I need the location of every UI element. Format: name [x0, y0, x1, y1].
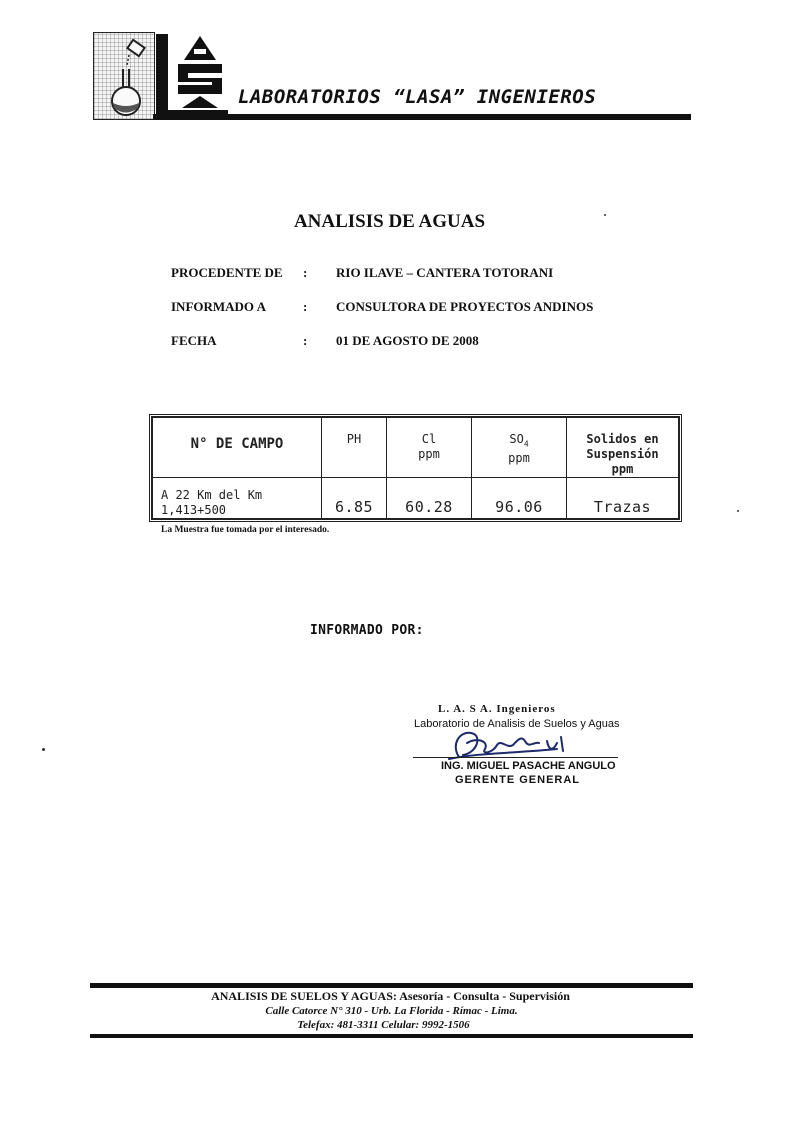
scan-speck	[604, 214, 606, 216]
footer-phones: Telefax: 481-3311 Celular: 9992-1506	[297, 1019, 470, 1031]
header-cl-name: Cl	[421, 432, 437, 446]
info-colon: :	[303, 265, 308, 280]
footer-address: Calle Catorce N° 310 - Urb. La Florida - Rímac - Lima.	[265, 1005, 518, 1017]
cell-ph: 6.85	[322, 478, 387, 519]
reported-by-label: INFORMADO POR:	[310, 623, 424, 638]
footer-rule-bottom	[90, 1034, 693, 1038]
cell-so4: 96.06	[472, 478, 567, 519]
info-label-informado: INFORMADO A	[171, 299, 266, 314]
scan-speck	[42, 748, 45, 751]
signatory-role: GERENTE GENERAL	[455, 774, 581, 786]
header-campo: N° DE CAMPO	[153, 418, 322, 478]
footer-services: ANALISIS DE SUELOS Y AGUAS: Asesoría - Consulta - Supervisión	[211, 989, 570, 1003]
signatory-name: ING. MIGUEL PASACHE ANGULO	[441, 760, 616, 772]
table-header-row	[153, 418, 679, 478]
stamp-company: L. A. S A. Ingenieros	[438, 703, 556, 715]
info-label-procedente: PROCEDENTE DE	[171, 265, 283, 280]
header-ph: PH	[322, 418, 387, 478]
results-table-frame	[149, 414, 682, 522]
lasa-logo-letters	[156, 34, 228, 118]
flask-icon	[94, 33, 154, 119]
header-solidos-line1: Solidos en	[586, 432, 659, 446]
table-row	[153, 478, 679, 519]
scan-speck	[737, 510, 739, 512]
cell-location-line1: A 22 Km del Km	[161, 488, 263, 502]
header-solidos	[567, 418, 679, 478]
header-so4-unit: ppm	[508, 451, 530, 466]
header-so4-name: SO	[509, 432, 524, 446]
header-cl-unit: ppm	[418, 447, 440, 461]
footer-rule-top	[90, 983, 693, 988]
cell-location-line2: 1,413+500	[161, 503, 227, 517]
results-table	[152, 417, 679, 519]
info-colon: :	[303, 299, 308, 314]
logo-flask-box	[93, 32, 155, 120]
company-name: LABORATORIOS “LASA” INGENIEROS	[238, 86, 597, 108]
header-cl	[387, 418, 472, 478]
info-label-fecha: FECHA	[171, 333, 217, 348]
info-value-informado: CONSULTORA DE PROYECTOS ANDINOS	[336, 299, 594, 314]
header-so4	[472, 418, 567, 478]
header-so4-subscript: 4	[523, 439, 529, 449]
cell-solidos: Trazas	[567, 478, 679, 519]
header-solidos-line2: Suspensión	[586, 447, 659, 461]
header-rule	[153, 114, 691, 120]
info-value-procedente: RIO ILAVE – CANTERA TOTORANI	[336, 265, 554, 280]
sample-note: La Muestra fue tomada por el interesado.	[161, 525, 330, 535]
document-title: ANALISIS DE AGUAS	[293, 211, 486, 232]
info-value-fecha: 01 DE AGOSTO DE 2008	[336, 333, 479, 348]
info-colon: :	[303, 333, 308, 348]
header-solidos-line3: ppm	[611, 462, 634, 476]
stamp-lab-name: Laboratorio de Analisis de Suelos y Aguas	[414, 718, 620, 730]
cell-location	[153, 478, 322, 519]
signature-line	[413, 757, 618, 758]
cell-cl: 60.28	[387, 478, 472, 519]
